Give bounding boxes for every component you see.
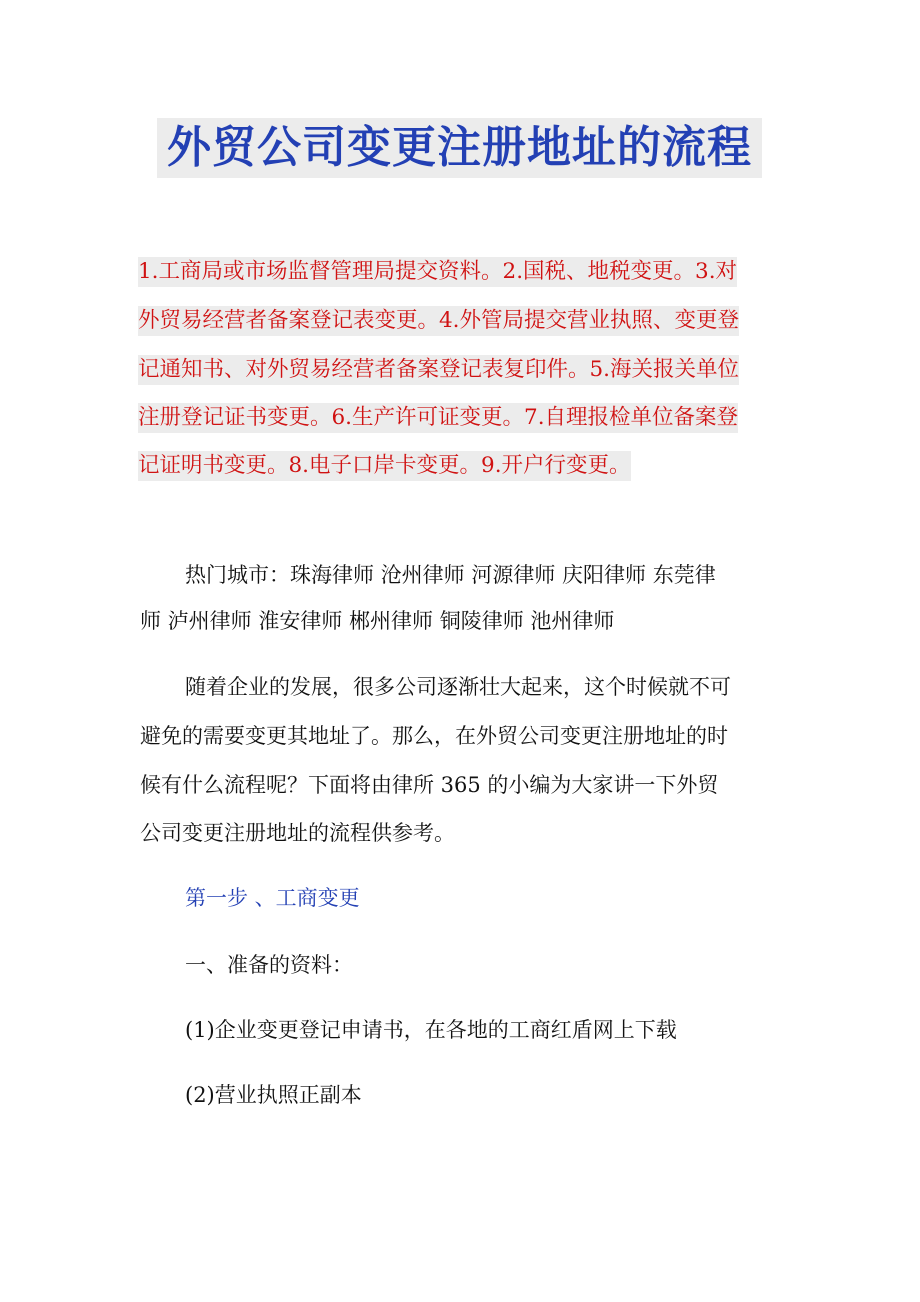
intro-line: 随着企业的发展，很多公司逐渐壮大起来，这个时候就不可 xyxy=(185,675,731,699)
intro-line: 候有什么流程呢？下面将由律所 365 的小编为大家讲一下外贸 xyxy=(140,773,719,797)
intro-line: 避免的需要变更其地址了。那么，在外贸公司变更注册地址的时 xyxy=(140,724,728,748)
hot-cities-line: 热门城市：珠海律师 沧州律师 河源律师 庆阳律师 东莞律 xyxy=(185,563,716,587)
material-item: (1)企业变更登记申请书，在各地的工商红盾网上下载 xyxy=(185,1018,677,1042)
summary-line: 注册登记证书变更。6.生产许可证变更。7.自理报检单位备案登 xyxy=(138,403,738,433)
step1-heading: 第一步 、工商变更 xyxy=(185,886,360,910)
materials-heading: 一、准备的资料： xyxy=(185,953,353,977)
summary-line: 记证明书变更。8.电子口岸卡变更。9.开户行变更。 xyxy=(138,451,631,481)
intro-line: 公司变更注册地址的流程供参考。 xyxy=(140,821,455,845)
summary-line: 记通知书、对外贸易经营者备案登记表复印件。5.海关报关单位 xyxy=(138,355,739,385)
material-item: (2)营业执照正副本 xyxy=(185,1083,362,1107)
hot-cities-line: 师 泸州律师 淮安律师 郴州律师 铜陵律师 池州律师 xyxy=(140,609,615,633)
document-title: 外贸公司变更注册地址的流程 xyxy=(157,118,762,178)
summary-line: 外贸易经营者备案登记表变更。4.外管局提交营业执照、变更登 xyxy=(138,306,739,336)
summary-line: 1.工商局或市场监督管理局提交资料。2.国税、地税变更。3.对 xyxy=(138,257,737,287)
